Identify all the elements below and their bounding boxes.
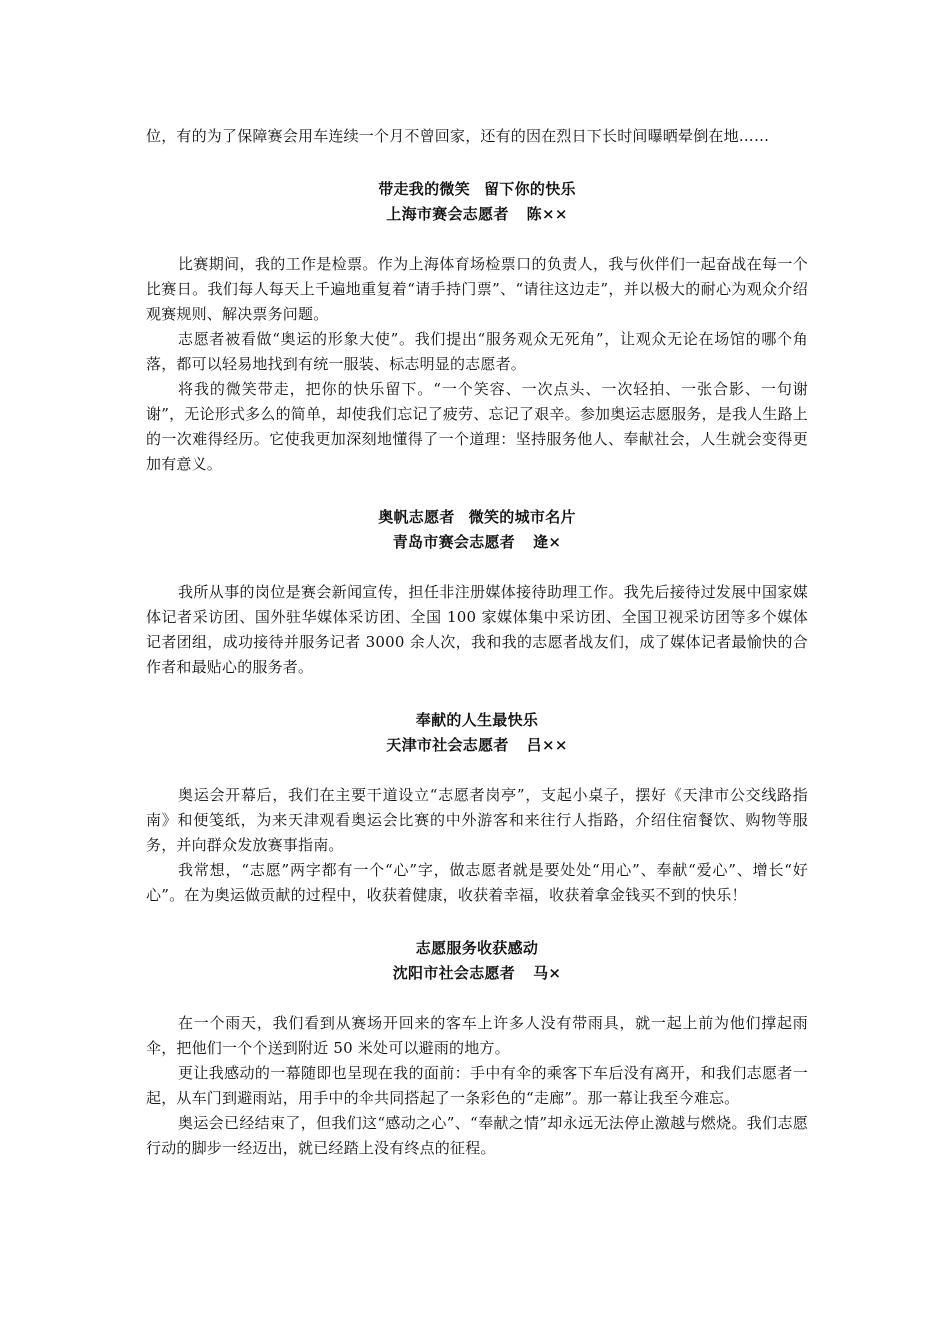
body-paragraph: 在一个雨天，我们看到从赛场开回来的客车上许多人没有带雨具，就一起上前为他们撑起雨伞，把他们一个个送到附近 50 米处可以避雨的地方。: [146, 1014, 808, 1057]
article-title-part-a: 奥帆志愿者: [378, 508, 455, 526]
article-shenyang: [146, 936, 808, 1161]
article-author: [146, 961, 808, 986]
document-page: [146, 124, 808, 1161]
article-author: [146, 530, 808, 555]
body-paragraph: 将我的微笑带走，把你的快乐留下。“一个笑容、一次点头、一次轻拍、一张合影、一句谢谢”，无论形式多么的简单，却使我们忘记了疲劳、忘记了艰辛。参加奥运志愿服务，是我人生路上的一次难得经历。它使我更加深刻地懂得了一个道理：坚持服务他人、奉献社会，人生就会变得更加有意义。: [146, 380, 808, 473]
article-title-part-a: 带走我的微笑: [378, 180, 470, 198]
article-title-part-a: 志愿服务收获感动: [415, 939, 539, 957]
article-title: [146, 708, 808, 733]
article-title-part-a: 奉献的人生最快乐: [415, 711, 539, 729]
article-title-part-b: 微笑的城市名片: [468, 508, 576, 526]
author-name: 马×: [533, 964, 562, 982]
article-title: [146, 936, 808, 961]
author-name: 吕××: [526, 736, 568, 754]
body-paragraph: 我所从事的岗位是赛会新闻宣传，担任非注册媒体接待助理工作。我先后接待过发展中国家媒体记者采访团、国外驻华媒体采访团、全国 100 家媒体集中采访团、全国卫视采访团等多个媒体记者团组，成功接待并服务记者 3000 余人次，我和我的志愿者战友们，成了媒体记者最愉快的合作者和最贴心的服务者。: [146, 583, 808, 676]
article-title: [146, 177, 808, 202]
author-name: 逄×: [533, 533, 562, 551]
author-org: 上海市赛会志愿者: [386, 205, 509, 223]
body-paragraph: 奥运会开幕后，我们在主要干道设立“志愿者岗亭”，支起小桌子，摆好《天津市公交线路指南》和便笺纸，为来天津观看奥运会比赛的中外游客和来往行人指路，介绍住宿餐饮、购物等服务，并向群众发放赛事指南。: [146, 786, 808, 854]
body-paragraph: 志愿者被看做“奥运的形象大使”。我们提出“服务观众无死角”，让观众无论在场馆的哪个角落，都可以轻易地找到有统一服装、标志明显的志愿者。: [146, 330, 808, 373]
article-qingdao: [146, 505, 808, 680]
author-org: 青岛市赛会志愿者: [392, 533, 516, 551]
article-tianjin: [146, 708, 808, 908]
body-paragraph: 奥运会已经结束了，但我们这“感动之心”、“奉献之情”却永远无法停止激越与燃烧。我们志愿行动的脚步一经迈出，就已经踏上没有终点的征程。: [146, 1114, 808, 1157]
body-paragraph: 比赛期间，我的工作是检票。作为上海体育场检票口的负责人，我与伙伴们一起奋战在每一个比赛日。我们每人每天上千遍地重复着“请手持门票”、“请往这边走”，并以极大的耐心为观众介绍观赛规则、解决票务问题。: [146, 255, 808, 323]
intro-paragraph: 位，有的为了保障赛会用车连续一个月不曾回家，还有的因在烈日下长时间曝晒晕倒在地……: [146, 127, 770, 145]
article-author: [146, 202, 808, 227]
body-paragraph: 更让我感动的一幕随即也呈现在我的面前：手中有伞的乘客下车后没有离开，和我们志愿者一起，从车门到避雨站，用手中的伞共同搭起了一条彩色的“走廊”。那一幕让我至今难忘。: [146, 1064, 808, 1107]
article-author: [146, 733, 808, 758]
author-org: 沈阳市社会志愿者: [392, 964, 516, 982]
author-org: 天津市社会志愿者: [386, 736, 509, 754]
article-shanghai: [146, 177, 808, 477]
author-name: 陈××: [526, 205, 568, 223]
article-title: [146, 505, 808, 530]
body-paragraph: 我常想，“志愿”两字都有一个“心”字，做志愿者就是要处处“用心”、奉献“爱心”、增长“好心”。在为奥运做贡献的过程中，收获着健康，收获着幸福，收获着拿金钱买不到的快乐！: [146, 861, 808, 904]
article-title-part-b: 留下你的快乐: [484, 180, 576, 198]
